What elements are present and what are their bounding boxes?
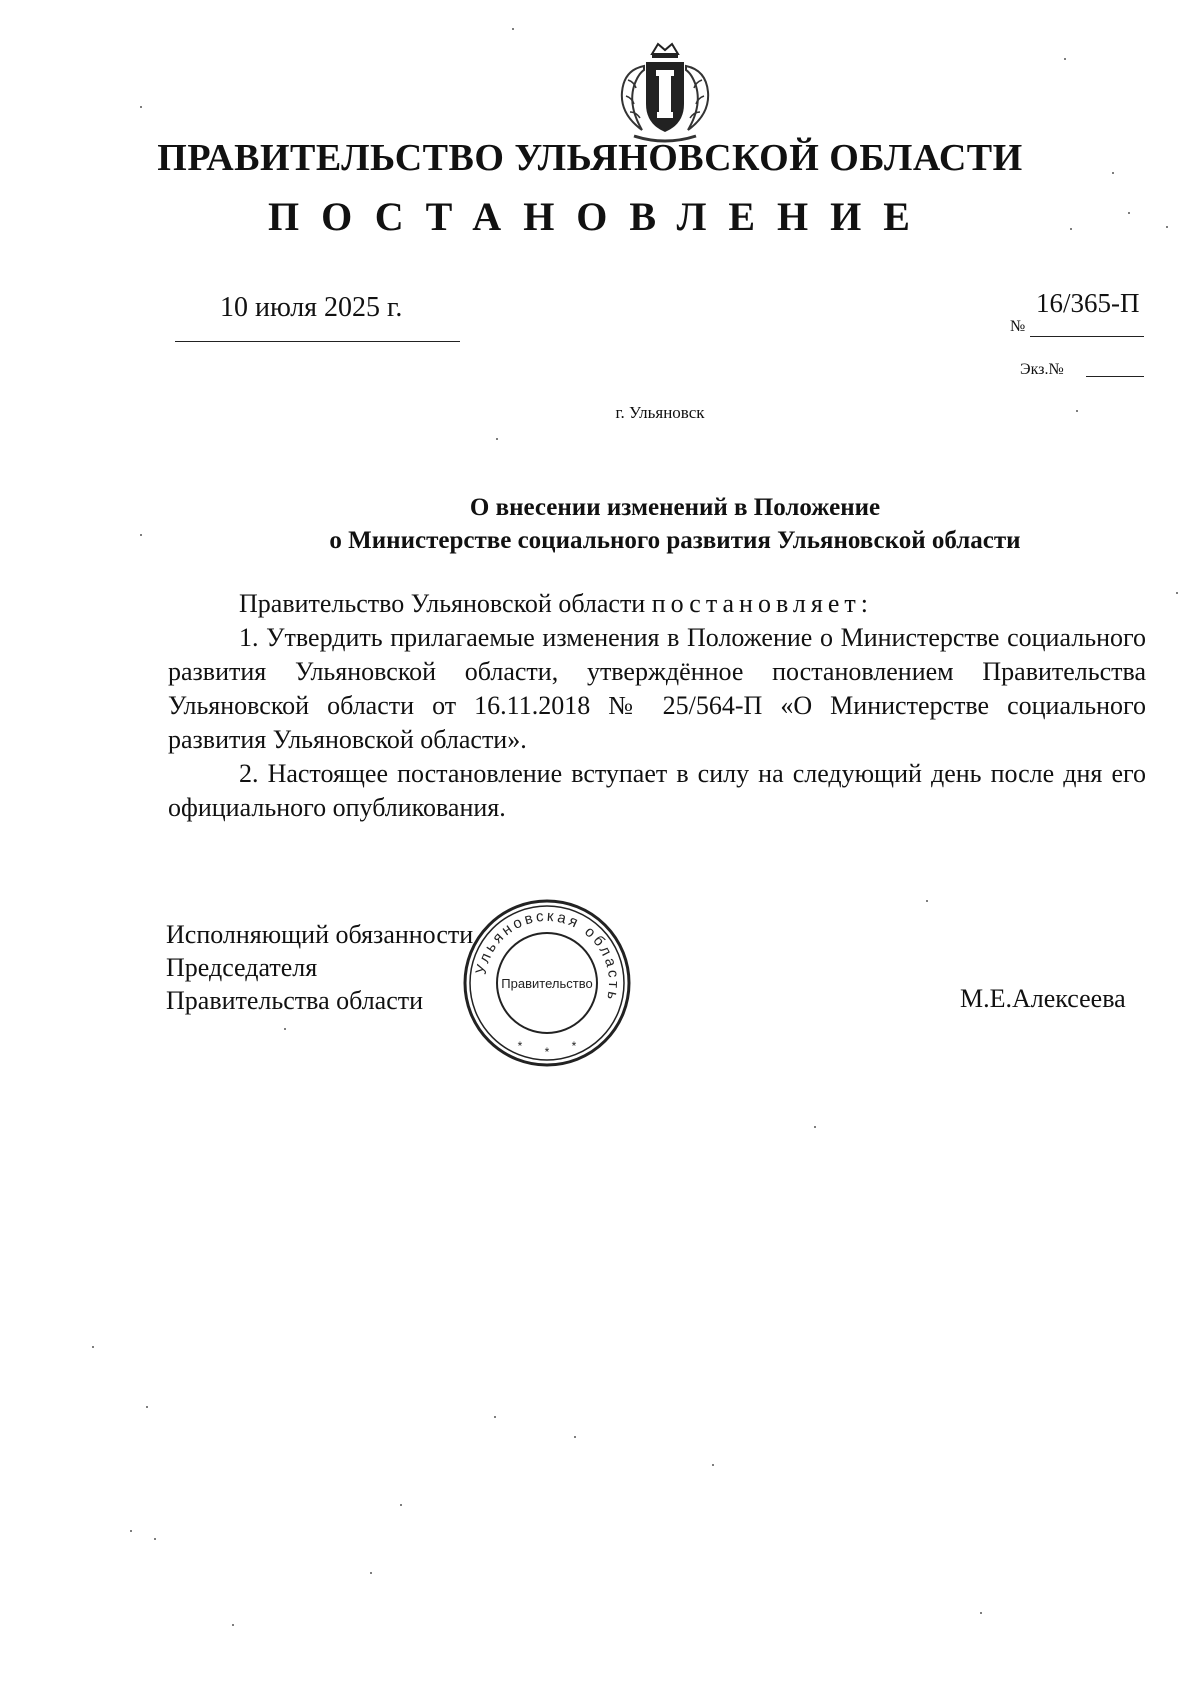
signer-name: М.Е.Алексеева bbox=[960, 984, 1126, 1013]
intro-paragraph bbox=[168, 587, 1146, 621]
city: г. Ульяновск bbox=[615, 403, 705, 422]
document-subject bbox=[190, 491, 1160, 557]
stamp-ring-text: Ульяновская область bbox=[472, 907, 623, 1005]
subject-line-1: О внесении изменений в Положение bbox=[469, 494, 881, 521]
subject-line-2: о Министерстве социального развития Ульяновской области bbox=[329, 527, 1021, 554]
scan-speck bbox=[1166, 226, 1168, 228]
stamp-star-icon: * bbox=[571, 1039, 577, 1053]
scan-speck bbox=[400, 1504, 402, 1506]
scan-speck bbox=[370, 1572, 372, 1574]
scan-speck bbox=[140, 106, 142, 108]
item-1: 1. Утвердить прилагаемые изменения в Положение о Министерстве социального развития Ульяновской области, утверждённое постановлением Правительства Ульяновской области от 16.11.2018 № 25/564-П «О Министерстве социального развития Ульяновской области». bbox=[168, 623, 1146, 754]
date-underline bbox=[175, 341, 460, 342]
document-date: 10 июля 2025 г. bbox=[220, 292, 403, 323]
scan-speck bbox=[140, 534, 142, 536]
copy-number-label: Экз.№ bbox=[1020, 361, 1064, 378]
item-2: 2. Настоящее постановление вступает в силу на следующий день после дня его официального опубликования. bbox=[168, 759, 1146, 822]
scan-speck bbox=[284, 1028, 286, 1030]
intro-text: Правительство Ульяновской области bbox=[239, 589, 646, 618]
number-underline bbox=[1030, 336, 1144, 337]
signer-line-1: Исполняющий обязанности bbox=[166, 920, 474, 949]
scan-speck bbox=[712, 1464, 714, 1466]
scan-speck bbox=[1128, 212, 1130, 214]
number-label: № bbox=[1010, 318, 1026, 335]
stamp-center-text: Правительство bbox=[501, 976, 593, 991]
stamp-star-icon: * bbox=[517, 1039, 523, 1053]
scan-speck bbox=[232, 1624, 234, 1626]
scan-speck bbox=[926, 900, 928, 902]
signer-title bbox=[166, 918, 473, 1017]
intro-verb: постановляет: bbox=[651, 589, 873, 618]
coat-of-arms-icon bbox=[612, 40, 718, 148]
scan-speck bbox=[1176, 592, 1178, 594]
scan-speck bbox=[1112, 172, 1114, 174]
scan-speck bbox=[1064, 58, 1066, 60]
scan-speck bbox=[154, 1538, 156, 1540]
scan-speck bbox=[512, 28, 514, 30]
official-stamp bbox=[462, 898, 632, 1068]
document-body bbox=[168, 587, 1146, 825]
signer-line-2: Председателя bbox=[166, 953, 318, 982]
scan-speck bbox=[1070, 228, 1072, 230]
signer-line-3: Правительства области bbox=[166, 986, 424, 1015]
stamp-star-icon: * bbox=[544, 1045, 550, 1059]
government-title: ПРАВИТЕЛЬСТВО УЛЬЯНОВСКОЙ ОБЛАСТИ bbox=[157, 137, 1023, 179]
scan-speck bbox=[814, 1126, 816, 1128]
scan-speck bbox=[496, 438, 498, 440]
scan-speck bbox=[1076, 410, 1078, 412]
scan-speck bbox=[92, 1346, 94, 1348]
scan-speck bbox=[574, 1436, 576, 1438]
scan-speck bbox=[494, 1416, 496, 1418]
document-type: ПОСТАНОВЛЕНИЕ bbox=[268, 194, 932, 239]
copy-number-underline bbox=[1086, 376, 1144, 377]
scan-speck bbox=[980, 1612, 982, 1614]
document-number: 16/365-П bbox=[1036, 288, 1140, 318]
scan-speck bbox=[146, 1406, 148, 1408]
scan-speck bbox=[130, 1530, 132, 1532]
